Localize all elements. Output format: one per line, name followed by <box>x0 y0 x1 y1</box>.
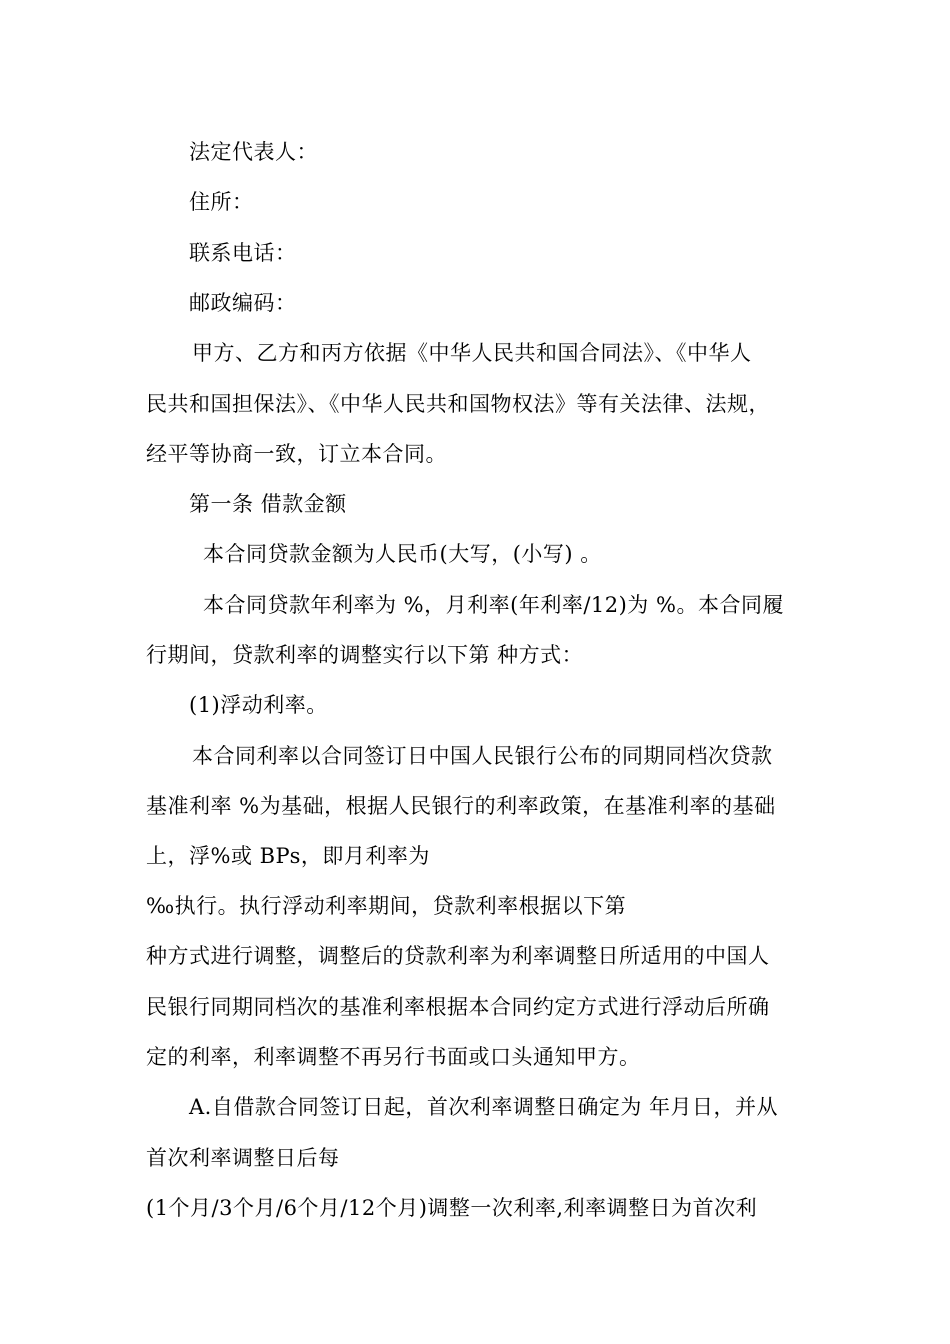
text-line-base-rate-3: 上，浮%或 BPs，即月利率为 <box>146 844 430 868</box>
text-line-postcode: 邮政编码： <box>189 291 297 315</box>
article-1-heading: 第一条 借款金额 <box>189 492 347 516</box>
text-line-rate-2: 行期间，贷款利率的调整实行以下第 种方式： <box>146 643 584 667</box>
text-line-adjust-1: 种方式进行调整，调整后的贷款利率为利率调整日所适用的中国人 <box>146 944 770 968</box>
text-line-option-a-2: 首次利率调整日后每 <box>146 1146 340 1170</box>
text-line-loan-amount: 本合同贷款金额为人民币(大写，(小写) 。 <box>203 542 602 566</box>
text-line-rate-1: 本合同贷款年利率为 %，月利率(年利率/12)为 %。本合同履 <box>203 593 784 617</box>
text-line-floating-rate: (1)浮动利率。 <box>189 693 328 717</box>
text-line-phone: 联系电话： <box>189 241 297 265</box>
text-line-option-a-1: A.自借款合同签订日起，首次利率调整日确定为 年月日，并从 <box>189 1095 779 1119</box>
text-line-basis-2: 民共和国担保法》、《中华人民共和国物权法》等有关法律、法规， <box>146 392 770 416</box>
text-line-base-rate-1: 本合同利率以合同签订日中国人民银行公布的同期同档次贷款 <box>192 744 773 768</box>
text-line-base-rate-2: 基准利率 %为基础，根据人民银行的利率政策，在基准利率的基础 <box>146 794 776 818</box>
text-line-basis-1: 甲方、乙方和丙方依据《中华人民共和国合同法》、《中华人 <box>192 341 752 365</box>
text-line-legal-rep: 法定代表人： <box>189 140 318 164</box>
text-line-basis-3: 经平等协商一致，订立本合同。 <box>146 442 447 466</box>
text-line-option-a-3: (1个月/3个月/6个月/12个月)调整一次利率,利率调整日为首次利 <box>146 1196 758 1220</box>
text-line-adjust-2: 民银行同期同档次的基准利率根据本合同约定方式进行浮动后所确 <box>146 995 770 1019</box>
text-line-address: 住所： <box>189 190 254 214</box>
text-line-base-rate-4: ‰执行。执行浮动利率期间，贷款利率根据以下第 <box>146 894 627 918</box>
text-line-adjust-3: 定的利率，利率调整不再另行书面或口头通知甲方。 <box>146 1045 641 1069</box>
